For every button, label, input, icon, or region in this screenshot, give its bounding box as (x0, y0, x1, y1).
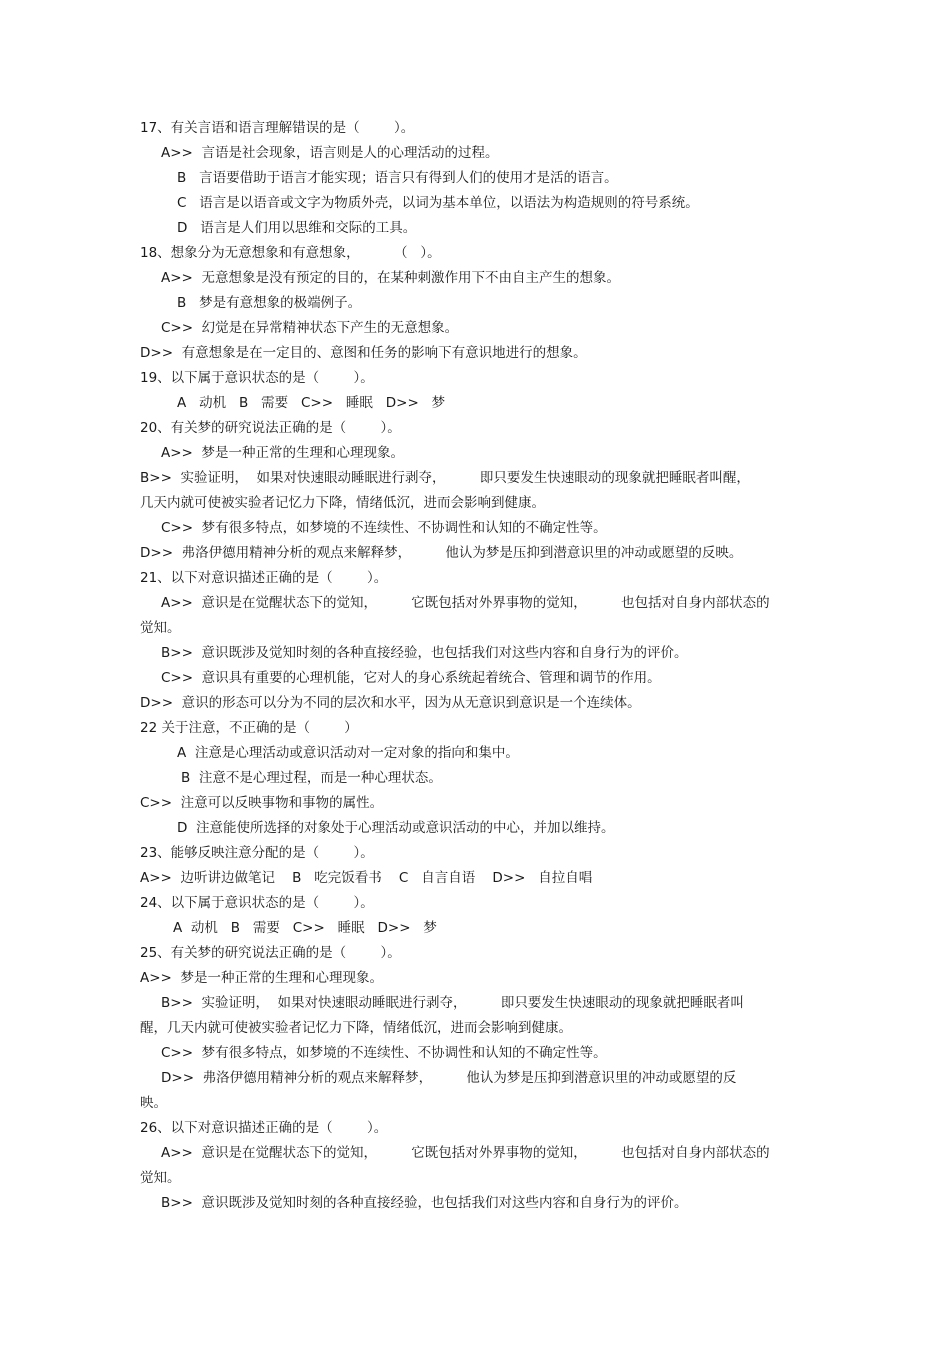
q18-option-b: B 梦是有意想象的极端例子。 (177, 295, 362, 311)
question-18-stem: 18、想象分为无意想象和有意想象， （ ）。 (140, 245, 441, 261)
q25-option-a: A>> 梦是一种正常的生理和心理现象。 (140, 970, 383, 986)
q21-option-d: D>> 意识的形态可以分为不同的层次和水平，因为从无意识到意识是一个连续体。 (140, 695, 641, 711)
q20-option-b: B>> 实验证明， 如果对快速眼动睡眠进行剥夺， 即只要发生快速眼动的现象就把睡眠者叫醒， (140, 470, 750, 486)
q21-option-a-cont: 觉知。 (140, 620, 181, 636)
q25-option-b-cont: 醒，几天内就可使被实验者记忆力下降，情绪低沉，进而会影响到健康。 (140, 1020, 572, 1036)
q17-option-b: B 言语要借助于语言才能实现；语言只有得到人们的使用才是活的语言。 (177, 170, 618, 186)
question-22-stem: 22 关于注意，不正确的是（ ） (140, 720, 358, 736)
q20-option-d: D>> 弗洛伊德用精神分析的观点来解释梦， 他认为梦是压抑到潜意识里的冲动或愿望的反映。 (140, 545, 743, 561)
q21-option-b: B>> 意识既涉及觉知时刻的各种直接经验，也包括我们对这些内容和自身行为的评价。 (161, 645, 688, 661)
q22-option-d: D 注意能使所选择的对象处于心理活动或意识活动的中心，并加以维持。 (177, 820, 615, 836)
q22-option-c: C>> 注意可以反映事物和事物的属性。 (140, 795, 384, 811)
q18-option-d: D>> 有意想象是在一定目的、意图和任务的影响下有意识地进行的想象。 (140, 345, 587, 361)
question-21-stem: 21、以下对意识描述正确的是（ ）。 (140, 570, 388, 586)
q21-option-c: C>> 意识具有重要的心理机能，它对人的身心系统起着统合、管理和调节的作用。 (161, 670, 661, 686)
q22-option-a: A 注意是心理活动或意识活动对一定对象的指向和集中。 (177, 745, 519, 761)
q20-option-b-cont: 几天内就可使被实验者记忆力下降，情绪低沉，进而会影响到健康。 (140, 495, 545, 511)
q25-option-d: D>> 弗洛伊德用精神分析的观点来解释梦， 他认为梦是压抑到潜意识里的冲动或愿望的反 (161, 1070, 737, 1086)
q26-option-b: B>> 意识既涉及觉知时刻的各种直接经验，也包括我们对这些内容和自身行为的评价。 (161, 1195, 688, 1211)
q26-option-a-cont: 觉知。 (140, 1170, 181, 1186)
q17-option-c: C 语言是以语音或文字为物质外壳，以词为基本单位，以语法为构造规则的符号系统。 (177, 195, 699, 211)
q20-option-a: A>> 梦是一种正常的生理和心理现象。 (161, 445, 404, 461)
q19-options: A 动机 B 需要 C>> 睡眠 D>> 梦 (177, 395, 446, 411)
question-26-stem: 26、以下对意识描述正确的是（ ）。 (140, 1120, 388, 1136)
question-25-stem: 25、有关梦的研究说法正确的是（ ）。 (140, 945, 401, 961)
q25-option-b: B>> 实验证明， 如果对快速眼动睡眠进行剥夺， 即只要发生快速眼动的现象就把睡眠者叫 (161, 995, 744, 1011)
q20-option-c: C>> 梦有很多特点，如梦境的不连续性、不协调性和认知的不确定性等。 (161, 520, 607, 536)
q25-option-d-cont: 映。 (140, 1095, 167, 1111)
q21-option-a: A>> 意识是在觉醒状态下的觉知， 它既包括对外界事物的觉知， 也包括对自身内部状态的 (161, 595, 770, 611)
question-23-stem: 23、能够反映注意分配的是（ ）。 (140, 845, 374, 861)
question-24-stem: 24、以下属于意识状态的是（ ）。 (140, 895, 374, 911)
q24-options: A 动机 B 需要 C>> 睡眠 D>> 梦 (173, 920, 437, 936)
q23-options: A>> 边听讲边做笔记 B 吃完饭看书 C 自言自语 D>> 自拉自唱 (140, 870, 593, 886)
q17-option-a: A>> 言语是社会现象，语言则是人的心理活动的过程。 (161, 145, 499, 161)
q18-option-a: A>> 无意想象是没有预定的目的，在某种刺激作用下不由自主产生的想象。 (161, 270, 620, 286)
q22-option-b: B 注意不是心理过程，而是一种心理状态。 (181, 770, 442, 786)
q18-option-c: C>> 幻觉是在异常精神状态下产生的无意想象。 (161, 320, 459, 336)
question-20-stem: 20、有关梦的研究说法正确的是（ ）。 (140, 420, 401, 436)
q25-option-c: C>> 梦有很多特点，如梦境的不连续性、不协调性和认知的不确定性等。 (161, 1045, 607, 1061)
question-17-stem: 17、有关言语和语言理解错误的是（ ）。 (140, 120, 415, 136)
q17-option-d: D 语言是人们用以思维和交际的工具。 (177, 220, 417, 236)
q26-option-a: A>> 意识是在觉醒状态下的觉知， 它既包括对外界事物的觉知， 也包括对自身内部状态的 (161, 1145, 770, 1161)
question-19-stem: 19、以下属于意识状态的是（ ）。 (140, 370, 374, 386)
